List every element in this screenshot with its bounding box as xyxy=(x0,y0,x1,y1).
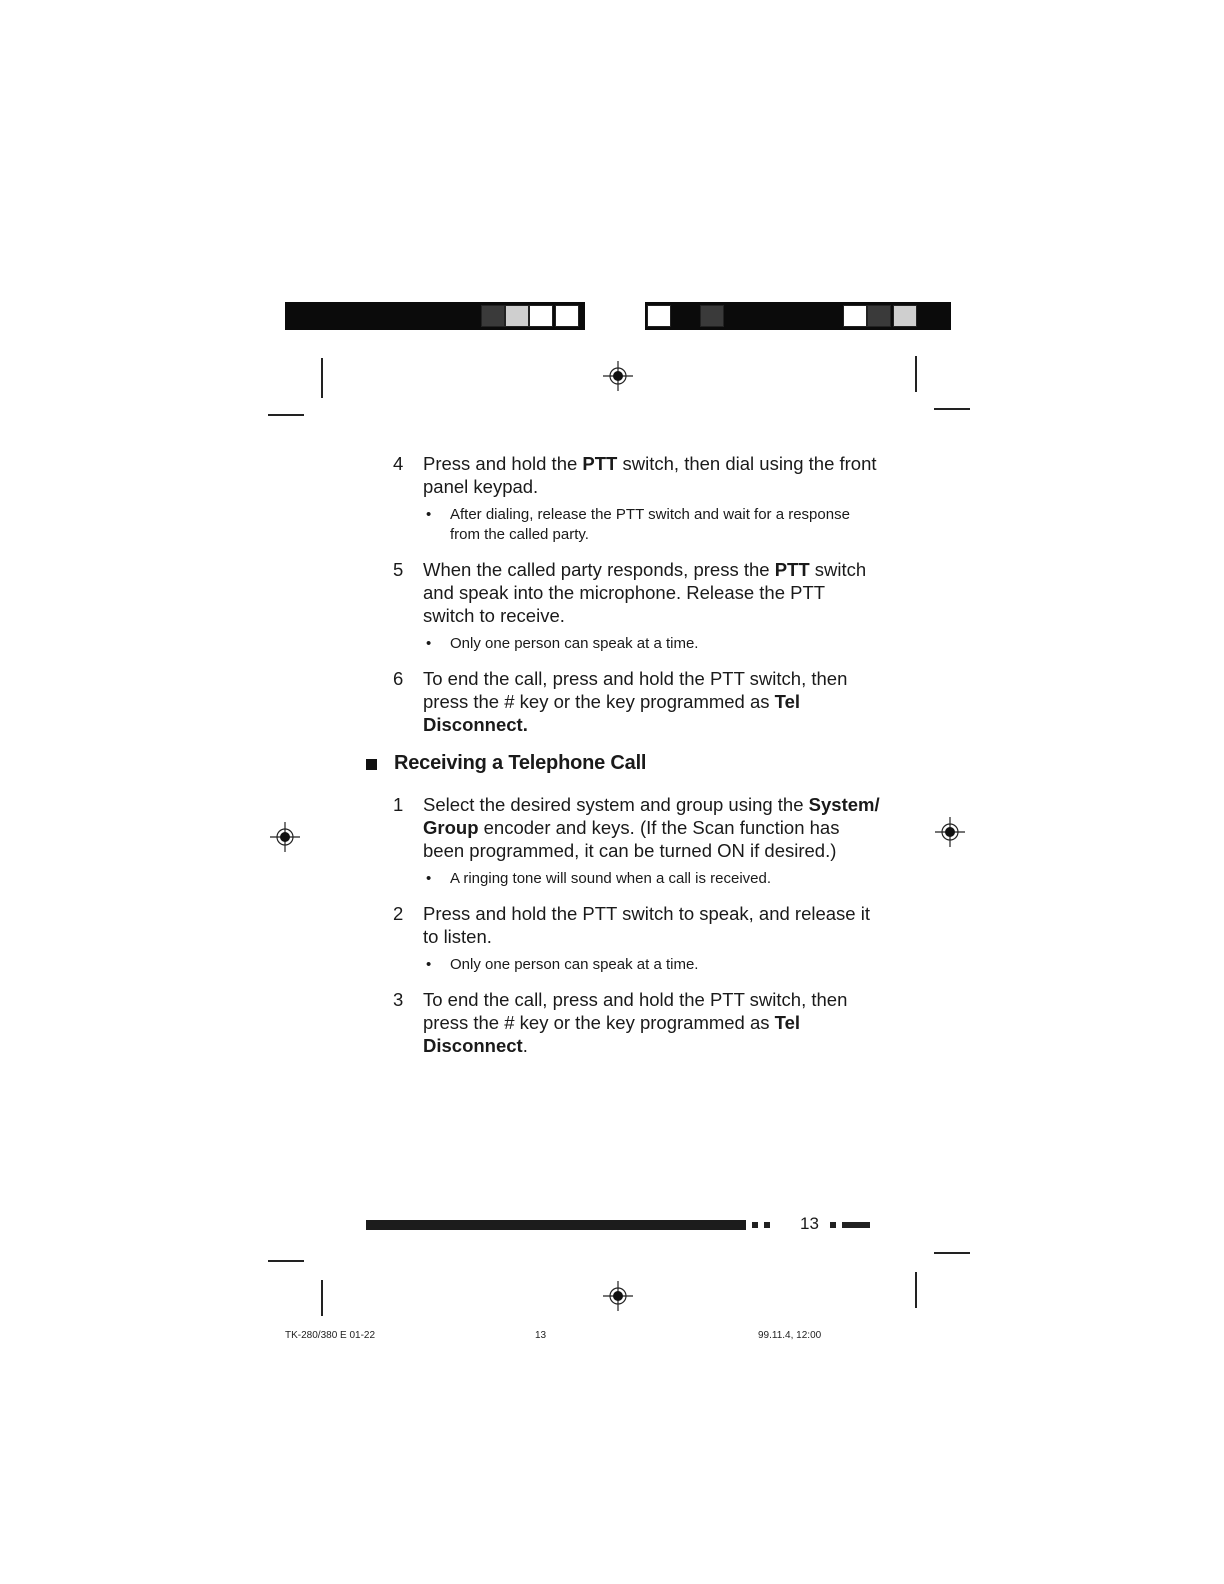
registration-square xyxy=(867,305,891,327)
manual-content xyxy=(360,452,880,1064)
crop-mark xyxy=(934,408,970,410)
step-text: To end the call, press and hold the PTT switch, then press the # key or the key programmed as xyxy=(423,668,848,712)
step-text: encoder and keys. (If the Scan function has been programmed, it can be turned ON if desired.) xyxy=(423,817,840,861)
top-registration-bar-left xyxy=(285,302,585,330)
step-text: Press and hold the xyxy=(423,453,583,474)
bullet-icon: • xyxy=(426,870,432,887)
band-mark xyxy=(764,1222,770,1228)
note-text: Only one person can speak at a time. xyxy=(450,956,699,973)
step-item xyxy=(360,902,880,948)
step-item xyxy=(360,793,880,862)
crop-mark xyxy=(934,1252,970,1254)
bullet-icon: • xyxy=(426,506,432,523)
footer-document-code: TK-280/380 E 01-22 xyxy=(285,1330,376,1341)
step-note xyxy=(360,505,880,545)
step-note xyxy=(360,869,880,889)
band-mark xyxy=(752,1222,758,1228)
step-item xyxy=(360,452,880,498)
step-number: 5 xyxy=(393,559,404,580)
note-text: After dialing, release the PTT switch and wait for a response from the called party. xyxy=(450,506,850,543)
step-item xyxy=(360,667,880,736)
step-number: 6 xyxy=(393,668,404,689)
step-bold-text: System/ Group xyxy=(423,794,880,838)
registration-square xyxy=(893,305,917,327)
crop-mark xyxy=(321,358,323,398)
step-bold-text: Tel Disconnect xyxy=(423,1012,801,1056)
step-bold-text: Tel Disconnect. xyxy=(423,691,801,735)
crop-mark xyxy=(915,356,917,392)
top-registration-bar-right xyxy=(645,302,951,330)
section-heading-text: Receiving a Telephone Call xyxy=(394,752,647,774)
step-text: switch and speak into the microphone. Release the PTT switch to receive. xyxy=(423,559,867,626)
registration-target-icon xyxy=(268,820,302,854)
note-text: A ringing tone will sound when a call is received. xyxy=(450,870,772,887)
registration-square xyxy=(505,305,529,327)
band-mark xyxy=(830,1222,836,1228)
registration-square xyxy=(481,305,505,327)
step-text: When the called party responds, press the xyxy=(423,559,775,580)
registration-square xyxy=(700,305,724,327)
registration-square xyxy=(647,305,671,327)
band-mark xyxy=(842,1222,870,1228)
registration-target-icon xyxy=(601,359,635,393)
step-text: Select the desired system and group using the xyxy=(423,794,809,815)
page-number: 13 xyxy=(800,1214,819,1233)
crop-mark xyxy=(268,1260,304,1262)
footer-date-time: 99.11.4, 12:00 xyxy=(758,1330,822,1341)
square-bullet-icon xyxy=(366,759,377,770)
crop-mark xyxy=(268,414,304,416)
crop-mark xyxy=(915,1272,917,1308)
registration-target-icon xyxy=(601,1279,635,1313)
step-item xyxy=(360,558,880,627)
step-number: 3 xyxy=(393,989,404,1010)
registration-square xyxy=(555,305,579,327)
footer-page-number: 13 xyxy=(535,1330,547,1341)
step-text: . xyxy=(522,1035,528,1056)
step-note xyxy=(360,955,880,975)
registration-square xyxy=(529,305,553,327)
step-text: Press and hold the PTT switch to speak, and release it to listen. xyxy=(423,903,870,947)
registration-square xyxy=(843,305,867,327)
note-text: Only one person can speak at a time. xyxy=(450,635,699,652)
bullet-icon: • xyxy=(426,956,432,973)
crop-mark xyxy=(321,1280,323,1316)
registration-target-icon xyxy=(933,815,967,849)
step-bold-text: PTT xyxy=(774,559,810,580)
step-number: 2 xyxy=(393,903,404,924)
step-number: 4 xyxy=(393,453,404,474)
bullet-icon: • xyxy=(426,635,432,652)
step-item xyxy=(360,988,880,1057)
step-text: switch, then dial using the front panel keypad. xyxy=(423,453,877,497)
step-number: 1 xyxy=(393,794,404,815)
section-heading xyxy=(360,752,880,775)
page-number-band xyxy=(366,1220,746,1230)
step-text: To end the call, press and hold the PTT switch, then press the # key or the key programmed as xyxy=(423,989,848,1033)
step-bold-text: PTT xyxy=(582,453,618,474)
step-note xyxy=(360,634,880,654)
